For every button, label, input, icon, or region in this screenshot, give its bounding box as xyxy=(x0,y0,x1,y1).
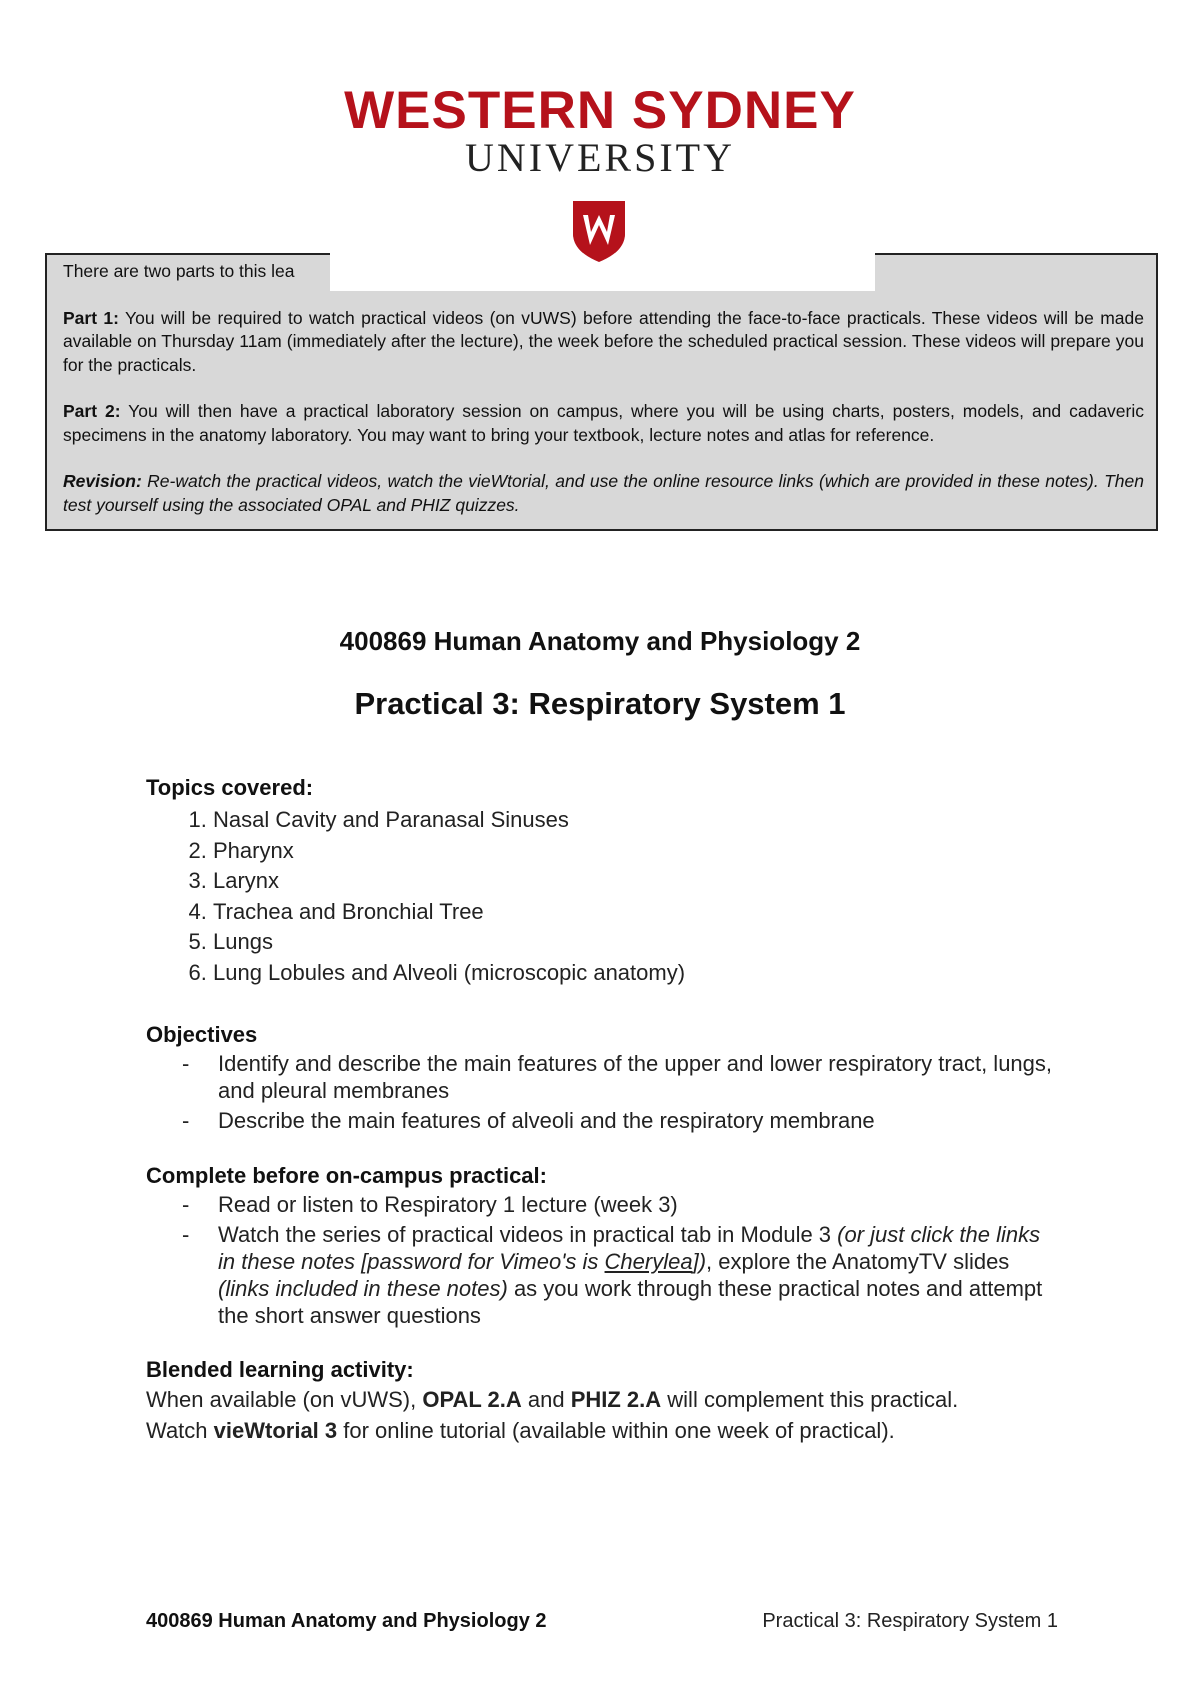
objective-item: - Identify and describe the main features of the upper and lower respiratory tract, lungs, and pleural membranes xyxy=(182,1051,1053,1103)
viewtorial: vieWtorial 3 xyxy=(213,1417,338,1443)
complete-before-section xyxy=(146,1163,1058,1332)
blended-heading: Blended learning activity: xyxy=(146,1357,414,1382)
intro-line: There are two parts to this lea xyxy=(63,261,295,281)
topics-heading: Topics covered: xyxy=(146,775,314,800)
objectives-section xyxy=(146,1022,1058,1137)
topic-item: 4. Trachea and Bronchial Tree xyxy=(213,897,1058,928)
university-name: WESTERN SYDNEY xyxy=(344,81,856,140)
topic-item: 1. Nasal Cavity and Paranasal Sinuses xyxy=(213,805,1058,836)
blended-line-2: Watch vieWtorial 3 for online tutorial (available within one week of practical). xyxy=(146,1417,895,1443)
phiz-quiz: PHIZ 2.A xyxy=(570,1387,662,1412)
topics-list xyxy=(146,805,1058,988)
topic-item: 5. Lungs xyxy=(213,927,1058,958)
part2-paragraph xyxy=(63,400,1144,447)
prereq-item: - Read or listen to Respiratory 1 lecture (week 3) xyxy=(182,1192,678,1217)
course-title: 400869 Human Anatomy and Physiology 2 xyxy=(339,626,861,656)
revision-text: Re-watch the practical videos, watch the vieWtorial, and use the online resource links (which are provided in these notes). Then test yourself using the associated OPAL and PHIZ quizzes. xyxy=(63,471,1144,515)
part2-text: You will then have a practical laboratory session on campus, where you will be using charts, posters, models, and cadaveric specimens in the anatomy laboratory. You may want to bring your textbook, lecture notes and atlas for reference. xyxy=(63,401,1144,445)
topic-item: 3. Larynx xyxy=(213,866,1058,897)
practical-title: Practical 3: Respiratory System 1 xyxy=(354,686,846,721)
revision-label: Revision: xyxy=(63,471,142,491)
part1-text: You will be required to watch practical videos (on vUWS) before attending the face-to-face practicals. These videos will be made available on Thursday 11am (immediately after the lecture), the week before the scheduled practical session. These videos will prepare you for the practicals. xyxy=(63,307,1144,375)
part1-paragraph xyxy=(63,307,1144,378)
complete-before-list xyxy=(146,1191,1058,1329)
vimeo-password: Cherylea xyxy=(604,1249,693,1274)
objectives-list xyxy=(146,1050,1058,1134)
footer-practical: Practical 3: Respiratory System 1 xyxy=(762,1610,1058,1632)
objective-item: - Describe the main features of alveoli and the respiratory membrane xyxy=(182,1108,875,1133)
university-subtitle: UNIVERSITY xyxy=(465,135,735,180)
objectives-heading: Objectives xyxy=(146,1022,258,1047)
complete-before-heading: Complete before on-campus practical: xyxy=(146,1163,547,1188)
opal-quiz: OPAL 2.A xyxy=(422,1387,522,1412)
topics-section xyxy=(146,775,1058,988)
university-shield-overlay-icon xyxy=(571,199,627,263)
footer-course: 400869 Human Anatomy and Physiology 2 xyxy=(146,1610,547,1632)
revision-paragraph xyxy=(63,470,1144,517)
blended-learning-section xyxy=(146,1357,1058,1446)
instructions-box xyxy=(45,253,1158,531)
blended-line-1: When available (on vUWS), OPAL 2.A and PHIZ 2.A will complement this practical. xyxy=(146,1387,959,1412)
part1-label: Part 1: xyxy=(63,307,119,328)
topic-item: 2. Pharynx xyxy=(213,836,1058,867)
topic-item: 6. Lung Lobules and Alveoli (microscopic anatomy) xyxy=(213,958,1058,989)
part2-label: Part 2: xyxy=(63,401,121,421)
prereq-item: - Watch the series of practical videos in practical tab in Module 3 (or just click the links in these notes [password for Vimeo's is Cherylea]), explore the AnatomyTV slides (links included in these notes) as you work through these practical notes and attempt the short answer questions xyxy=(182,1222,1043,1328)
